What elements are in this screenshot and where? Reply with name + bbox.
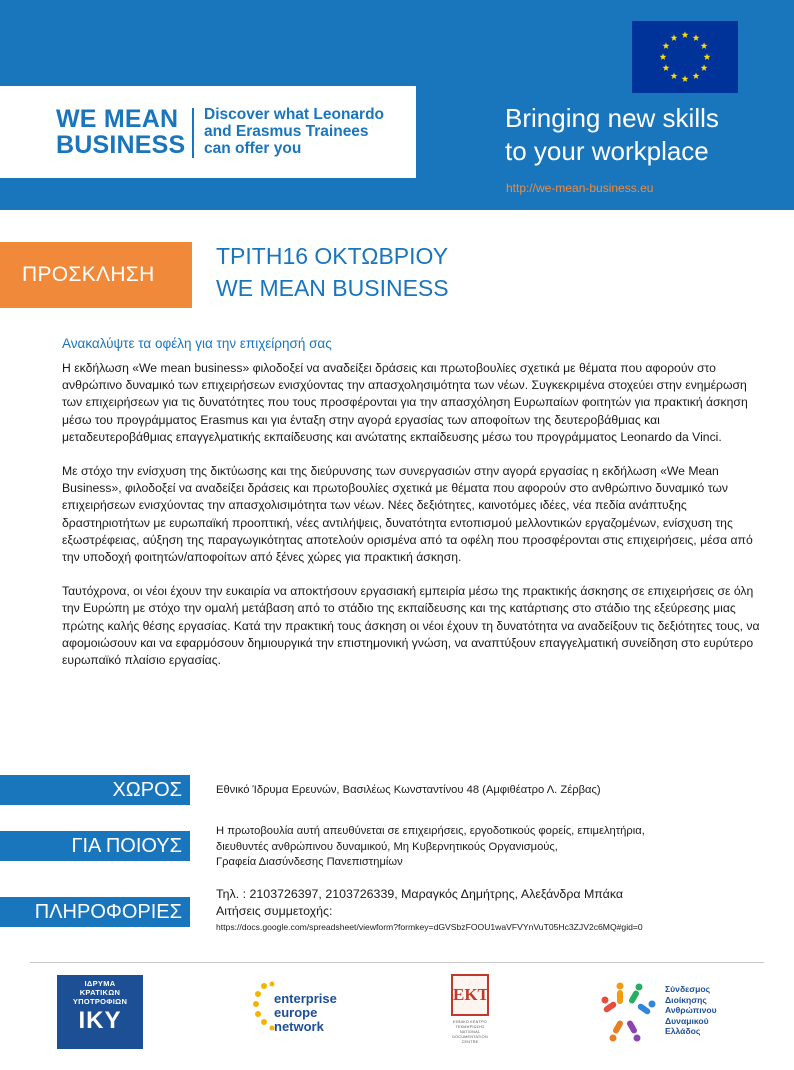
audience-line-2: διευθυντές ανθρώπινου δυναμικού, Μη Κυβερνητικούς Οργανισμούς, [216, 840, 558, 853]
een-line-2: europe [274, 1005, 318, 1020]
paragraph-3: Ταυτόχρονα, οι νέοι έχουν την ευκαιρία να αποκτήσουν εργασιακή εμπειρία μέσω της πρακτικής άσκησης σε επιχειρήσεις σε όλη την Ευρώπη με στόχο την ομαλή μετάβαση από το στάδιο της εκπαίδευσης και της κατάρτισης στο στάδιο της εξεύρεσης μιας πρώτης καλής θέσης εργασίας. Κατά την πρακτική τους άσκηση οι νέοι έχουν τη δυνατότητα να αναδείξουν τις δεξιότητες τους, να αφομοιώσουν και να εφαρμόσουν δημιουργικά την επιστημονική γνώση, να αναπτύξουν επαγγελματική συνείδηση στο ευρύτερο ευρωπαϊκό πλαίσιο εργασίας. [62, 584, 760, 668]
website-link[interactable]: http://we-mean-business.eu [506, 181, 654, 195]
ekt-logo [448, 974, 492, 1058]
invitation-label: ΠΡΟΣΚΛΗΣΗ [0, 242, 192, 308]
brand-line-2: BUSINESS [56, 131, 186, 159]
sdad-line-5: Ελλάδος [665, 1026, 701, 1036]
contact-label: ΠΛΗΡΟΦΟΡΙΕΣ [0, 897, 190, 927]
ekt-caption-4: DOCUMENTATION [452, 1035, 488, 1039]
ekt-caption-1: ΕΘΝΙΚΟ ΚΕΝΤΡΟ [453, 1020, 487, 1024]
footer-divider [30, 962, 764, 963]
venue-label: ΧΩΡΟΣ [0, 775, 190, 805]
brand-tagline [204, 106, 384, 157]
ekt-caption-3: NATIONAL [459, 1030, 481, 1034]
contact-value [216, 886, 643, 936]
event-date: ΤΡΙΤΗ16 ΟΚΤΩΒΡΙΟΥ [216, 243, 449, 269]
ekt-caption-2: ΤΕΚΜΗΡΙΩΣΗΣ [455, 1025, 485, 1029]
sdad-line-2: Διοίκησης [665, 994, 707, 1005]
iky-line-3: ΥΠΟΤΡΟΦΙΩΝ [72, 997, 128, 1006]
brand-line-1: WE MEAN [56, 105, 179, 133]
audience-line-1: Η πρωτοβουλία αυτή απευθύνεται σε επιχειρήσεις, εργοδοτικούς φορείς, επιμελητήρια, [216, 825, 645, 837]
venue-text: Εθνικό Ίδρυμα Ερευνών, Βασιλέως Κωνσταντίνου 48 (Αμφιθέατρο Λ. Ζέρβας) [216, 784, 601, 796]
enterprise-europe-network-logo [250, 978, 370, 1048]
ekt-mark: ΕΚΤ [451, 974, 489, 1016]
iky-logo [57, 975, 143, 1049]
sdad-people-icon [595, 982, 659, 1042]
sdad-line-4: Δυναμικού [665, 1015, 709, 1026]
section-subtitle: Ανακαλύψτε τα οφέλη για την επιχείρησή σας [62, 336, 332, 351]
headline [505, 102, 719, 168]
audience-label: ΓΙΑ ΠΟΙΟΥΣ [0, 831, 190, 861]
contact-phone: Τηλ. : 2103726397, 2103726339, Μαραγκός Δημήτρης, Αλεξάνδρα Μπάκα [216, 887, 624, 901]
een-line-1: enterprise [274, 991, 337, 1006]
sdad-logo [595, 982, 735, 1042]
audience-value [216, 824, 645, 871]
brand-divider [192, 108, 194, 158]
tagline-line-1: Discover what Leonardo [204, 106, 385, 123]
brand-logo [56, 106, 185, 158]
paragraph-1: Η εκδήλωση «We mean business» φιλοδοξεί να αναδείξει δράσεις και πρωτοβουλίες σχετικά με θέματα που αφορούν στο ανθρώπινο δυναμικό των επιχειρήσεων ενισχύοντας την απασχολησιμότητα των νέων. Συγκεκριμένα στοχεύει στην ενημέρωση των επιχειρήσεων για τις δυνατότητες που τους προσφέρονται για την απασχόληση Ευρωπαίων φοιτητών για πρακτική άσκηση μέσω του προγράμματος Erasmus και για ένταξη στην αγορά εργασίας των αποφοίτων της δευτεροβάθμιας και μεταδευτεροβάθμιας επαγγελματικής εκπαίδευσης και ανώτατης εκπαίδευσης μέσω του προγράμματος Leonardo da Vinci. [62, 361, 748, 444]
applications-label: Αιτήσεις συμμετοχής: [216, 904, 333, 918]
iky-mark: ΙΚΥ [78, 1007, 122, 1034]
event-name: WE MEAN BUSINESS [216, 275, 449, 301]
een-line-3: network [274, 1019, 324, 1034]
header-band [0, 0, 794, 210]
audience-line-3: Γραφεία Διασύνδεσης Πανεπιστημίων [216, 856, 403, 868]
iky-line-1: ΙΔΡΥΜΑ [84, 979, 116, 988]
eu-flag-icon [632, 21, 738, 93]
ekt-caption [448, 1020, 492, 1045]
ekt-caption-5: CENTRE [461, 1040, 479, 1044]
applications-link[interactable]: https://docs.google.com/spreadsheet/viewform?formkey=dGVSbzFOOU1waVFVYnVuT05Hc3ZJV2c6MQ#gid=0 [216, 922, 643, 932]
sdad-line-3: Ανθρώπινου [665, 1005, 717, 1015]
iky-caption [57, 975, 143, 1006]
body-text [62, 360, 770, 686]
sdad-line-1: Σύνδεσμος [665, 984, 711, 994]
headline-line-1: Bringing new skills [505, 103, 719, 133]
headline-line-2: to your workplace [505, 136, 709, 166]
iky-line-2: ΚΡΑΤΙΚΩΝ [79, 988, 121, 997]
tagline-line-3: can offer you [204, 140, 302, 157]
brand-box [0, 86, 416, 178]
paragraph-2: Με στόχο την ενίσχυση της δικτύωσης και της διεύρυνσης των συνεργασιών στην αγορά εργασίας η εκδήλωση «We Mean Business», φιλοδοξεί να αναδείξει δράσεις και πρωτοβουλίες σχετικά με θέματα που αφορούν στο ανθρώπινο δυναμικό των επιχειρήσεων ενισχύοντας την απασχολισιμότητα των νέων. Νέες δεξιότητες, καινοτόμες ιδέες, νέα πεδία ανάπτυξης δραστηριοτήτων με ευρωπαϊκή προοπτική, νέες αντιλήψεις, δυνατότητα εντοπισμού μελλοντικών εργαζομένων, ενίσχυση της εξωστρέφειας, αύξηση της παραγωγικότητας αποτελούν ορισμένα από τα οφέλη που προσφέρονται στις επιχειρήσεις, μέσα από την υποδοχή φοιτητών/αποφοίτων από ξένες χώρες για πρακτική άσκηση. [62, 464, 753, 565]
event-title [216, 240, 449, 304]
venue-value [216, 783, 601, 799]
tagline-line-2: and Erasmus Trainees [204, 123, 369, 140]
